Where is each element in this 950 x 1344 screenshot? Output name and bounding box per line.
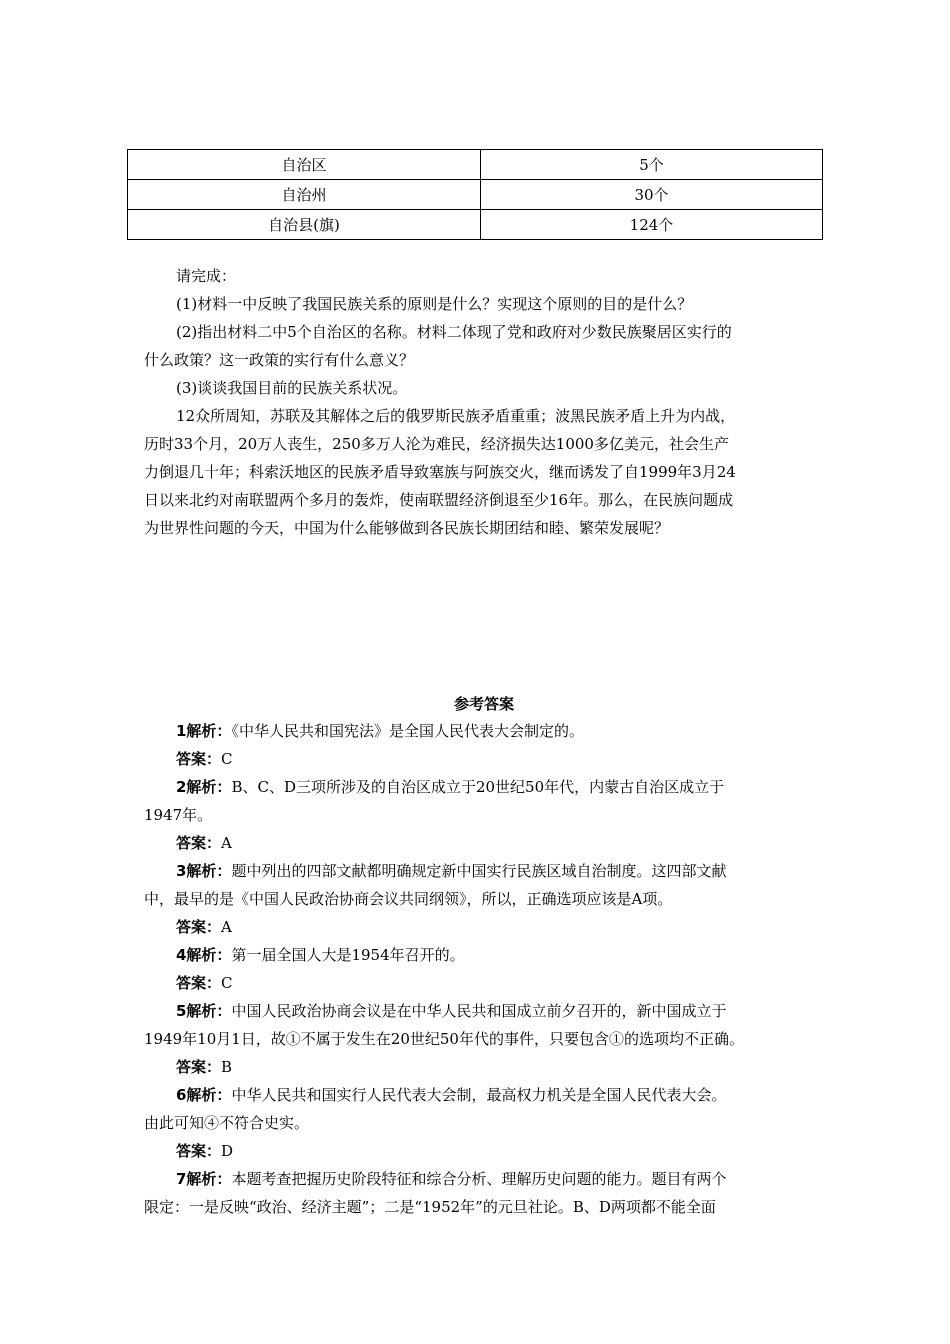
question-12-line-2: 历时33个月，20万人丧生，250多万人沦为难民，经济损失达1000多亿美元，社会生产 <box>144 435 729 453</box>
analysis-line <box>176 721 824 741</box>
answer-label: 答案： <box>176 834 222 852</box>
analysis-text: 1947年。 <box>144 806 213 824</box>
analysis-line <box>176 1001 824 1021</box>
analysis-line <box>176 945 824 965</box>
analysis-label: 5解析： <box>176 1002 232 1020</box>
answer-label: 答案： <box>176 1058 222 1076</box>
answer-line <box>176 1141 824 1161</box>
question-1: (1)材料一中反映了我国民族关系的原则是什么？实现这个原则的目的是什么？ <box>176 295 693 313</box>
analysis-text: 题中列出的四部文献都明确规定新中国实行民族区域自治制度。这四部文献 <box>231 862 727 880</box>
answer-line <box>176 1057 824 1077</box>
analysis-continuation <box>144 889 824 909</box>
analysis-text: 本题考查把握历史阶段特征和综合分析、理解历史问题的能力。题目有两个 <box>231 1170 727 1188</box>
autonomous-regions-table <box>127 149 823 240</box>
analysis-line <box>176 1085 824 1105</box>
answer-value: A <box>221 834 232 852</box>
table-cell-name: 自治州 <box>128 180 481 210</box>
answer-value: C <box>221 750 233 768</box>
answer-label: 答案： <box>176 1142 222 1160</box>
analysis-text: B、C、D三项所涉及的自治区成立于20世纪50年代，内蒙古自治区成立于 <box>231 778 725 796</box>
answer-value: B <box>221 1058 233 1076</box>
analysis-continuation <box>144 1197 824 1217</box>
question-2-line-1: (2)指出材料二中5个自治区的名称。材料二体现了党和政府对少数民族聚居区实行的 <box>176 323 732 341</box>
answers-title: 参考答案 <box>453 695 514 713</box>
question-prompt: 请完成： <box>176 267 237 285</box>
analysis-continuation <box>144 805 824 825</box>
answer-line <box>176 917 824 937</box>
analysis-label: 3解析： <box>176 862 232 880</box>
question-12-line-3: 力倒退几十年；科索沃地区的民族矛盾导致塞族与阿族交火，继而诱发了自1999年3月24 <box>144 463 736 481</box>
analysis-label: 4解析： <box>176 946 232 964</box>
analysis-text: 第一届全国人大是1954年召开的。 <box>231 946 465 964</box>
table-cell-name: 自治区 <box>128 150 481 180</box>
question-12-line-4: 日以来北约对南联盟两个多月的轰炸，使南联盟经济倒退至少16年。那么，在民族问题成 <box>144 491 734 509</box>
analysis-line <box>176 777 824 797</box>
analysis-label: 2解析： <box>176 778 232 796</box>
question-12-line-1: 12众所周知，苏联及其解体之后的俄罗斯民族矛盾重重；波黑民族矛盾上升为内战， <box>176 407 736 425</box>
analysis-label: 7解析： <box>176 1170 232 1188</box>
table-cell-count: 124个 <box>481 210 823 240</box>
table-cell-count: 5个 <box>481 150 823 180</box>
answer-value: A <box>221 918 232 936</box>
analysis-text: 《中华人民共和国宪法》是全国人民代表大会制定的。 <box>231 722 584 740</box>
analysis-label: 1解析： <box>176 722 232 740</box>
answer-label: 答案： <box>176 918 222 936</box>
table-row <box>128 180 823 210</box>
answer-value: D <box>221 1142 234 1160</box>
question-12-line-5: 为世界性问题的今天，中国为什么能够做到各民族长期团结和睦、繁荣发展呢？ <box>144 519 670 537</box>
table-row <box>128 150 823 180</box>
analysis-text: 由此可知④不符合史实。 <box>144 1114 310 1132</box>
question-2-line-2: 什么政策？这一政策的实行有什么意义？ <box>144 351 415 369</box>
answer-line <box>176 973 824 993</box>
analysis-text: 中国人民政治协商会议是在中华人民共和国成立前夕召开的，新中国成立于 <box>231 1002 727 1020</box>
analysis-label: 6解析： <box>176 1086 232 1104</box>
analysis-text: 中华人民共和国实行人民代表大会制，最高权力机关是全国人民代表大会。 <box>231 1086 727 1104</box>
analysis-continuation <box>144 1029 824 1049</box>
analysis-line <box>176 1169 824 1189</box>
answer-value: C <box>221 974 233 992</box>
analysis-line <box>176 861 824 881</box>
answer-label: 答案： <box>176 750 222 768</box>
answer-line <box>176 833 824 853</box>
answer-line <box>176 749 824 769</box>
answer-label: 答案： <box>176 974 222 992</box>
analysis-text: 中，最早的是《中国人民政治协商会议共同纲领》，所以，正确选项应该是A项。 <box>144 890 673 908</box>
table-cell-name: 自治县(旗) <box>128 210 481 240</box>
analysis-continuation <box>144 1113 824 1133</box>
table-cell-count: 30个 <box>481 180 823 210</box>
table-row <box>128 210 823 240</box>
analysis-text: 1949年10月1日，故①不属于发生在20世纪50年代的事件，只要包含①的选项均不正确。 <box>144 1030 744 1048</box>
analysis-text: 限定：一是反映“政治、经济主题”；二是“1952年”的元旦社论。B、D两项都不能全面 <box>144 1198 716 1216</box>
question-3: (3)谈谈我国目前的民族关系状况。 <box>176 379 408 397</box>
